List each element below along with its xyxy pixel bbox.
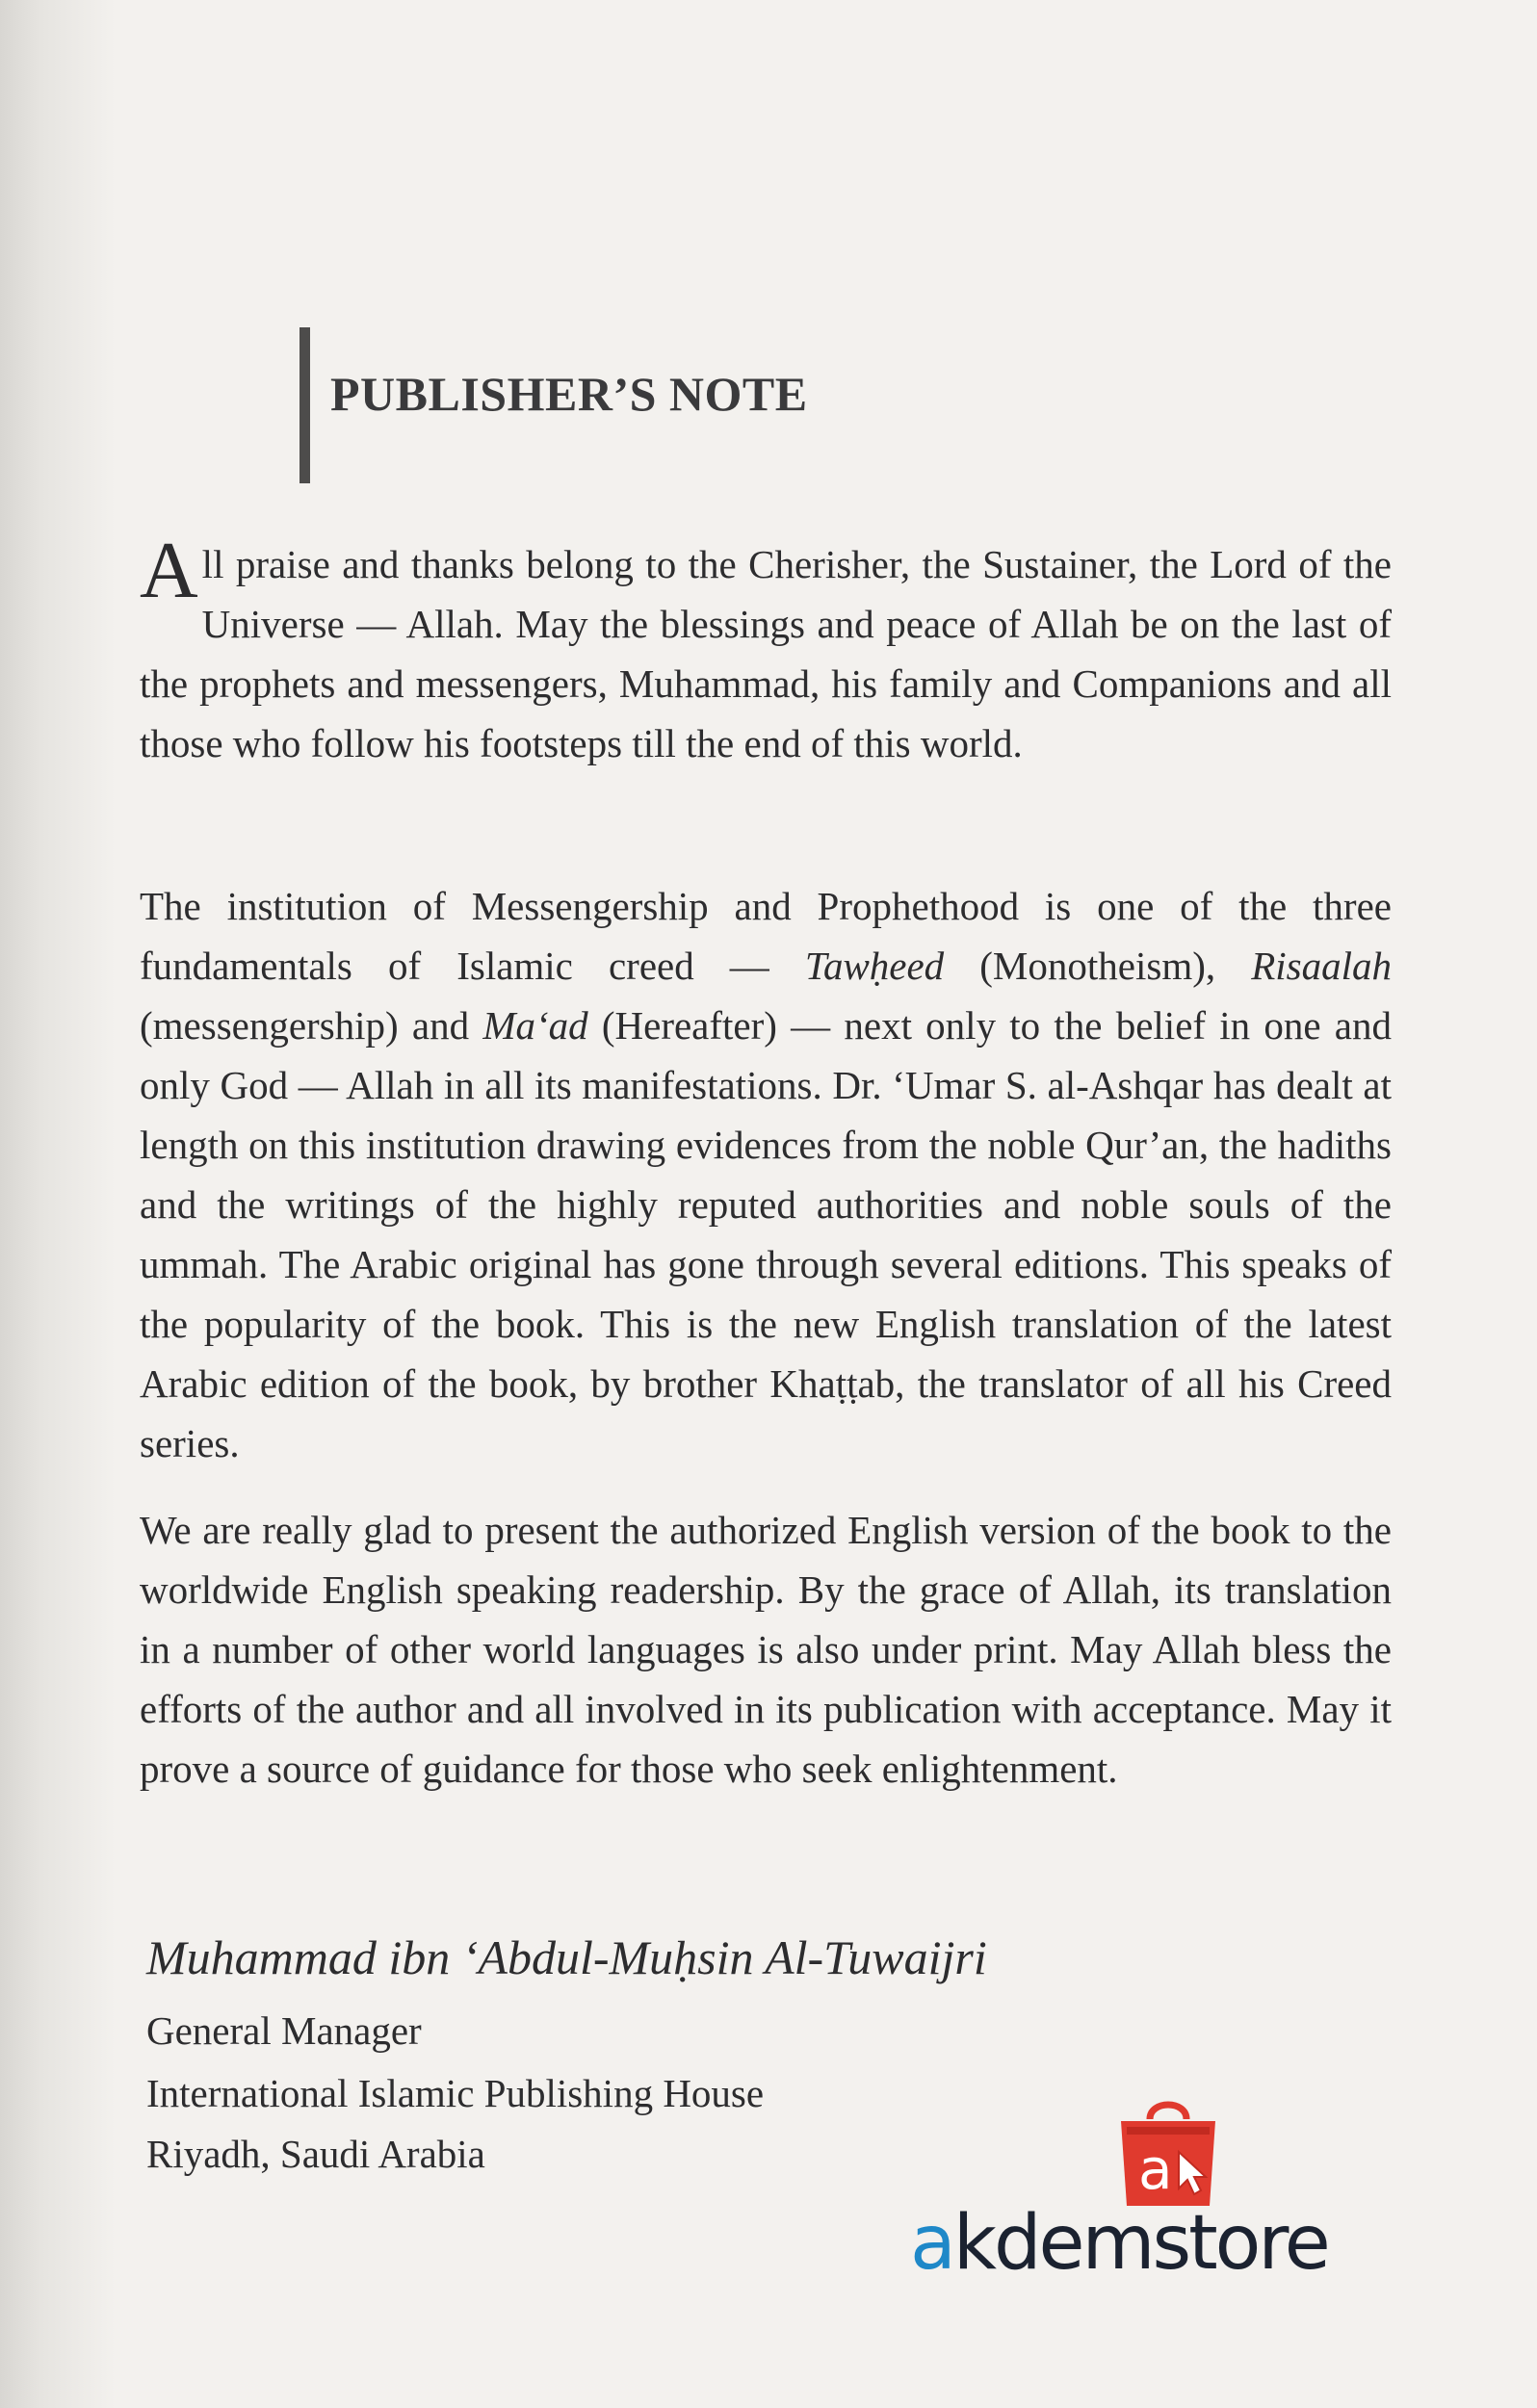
signature-title: General Manager <box>146 2008 422 2053</box>
wordmark-rest: kdemstore <box>952 2200 1328 2287</box>
paragraph-2-text: The institution of Messengership and Prophethood is one of the three fundamentals of Islamic creed — <box>140 884 1392 988</box>
term-maad: Ma‘ad <box>482 1003 588 1048</box>
paragraph-2-text: (Monotheism), <box>944 944 1252 988</box>
bag-letter: a <box>1138 2136 1173 2202</box>
paragraph-1 <box>140 526 1392 773</box>
heading-rule <box>300 327 310 483</box>
signature-location: Riyadh, Saudi Arabia <box>146 2132 485 2176</box>
akdemstore-wordmark <box>910 2200 1328 2287</box>
signature-name: Muhammad ibn ‘Abdul-Muḥsin Al-Tuwaijri <box>146 1930 987 1984</box>
paragraph-2-text: (Hereafter) — next only to the belief in one and only God — Allah in all its manifestations. Dr. ‘Umar S. al-Ashqar has dealt at length on this institution drawing evidences from the noble Qur’an, the hadiths and the writings of the highly reputed authorities and noble souls of the ummah. The Arabic original has gone through several editions. This speaks of the popularity of the book. This is the new English translation of the latest Arabic edition of the book, by brother Khaṭṭab, the translator of all his Creed series. <box>140 1003 1392 1465</box>
wordmark-a: a <box>910 2200 953 2287</box>
paragraph-1-text: ll praise and thanks belong to the Cherisher, the Sustainer, the Lord of the Universe — Allah. May the blessings and peace of Allah be on the last of the prophets and messengers, Muhammad, his family and Companions and all those who follow his footsteps till the end of this world. <box>140 542 1392 765</box>
bag-cursor-icon <box>1115 2094 1221 2210</box>
term-tawheed: Tawḥeed <box>804 944 945 988</box>
signature-organization: International Islamic Publishing House <box>146 2071 765 2115</box>
term-risaalah: Risaalah <box>1251 944 1393 988</box>
paragraph-2-text: (messengership) and <box>140 1003 483 1048</box>
paragraph-3 <box>140 1500 1392 1799</box>
paragraph-3-text: We are really glad to present the authorized English version of the book to the worldwide English speaking readership. By the grace of Allah, its translation in a number of other world languages is also under print. May Allah bless the efforts of the author and all involved in its publication with acceptance. May it prove a source of guidance for those who seek enlightenment. <box>140 1508 1392 1791</box>
page-title: PUBLISHER’S NOTE <box>330 367 808 421</box>
paragraph-2 <box>140 876 1392 1473</box>
drop-cap: A <box>140 526 198 615</box>
page-spine-shadow <box>0 0 116 2408</box>
